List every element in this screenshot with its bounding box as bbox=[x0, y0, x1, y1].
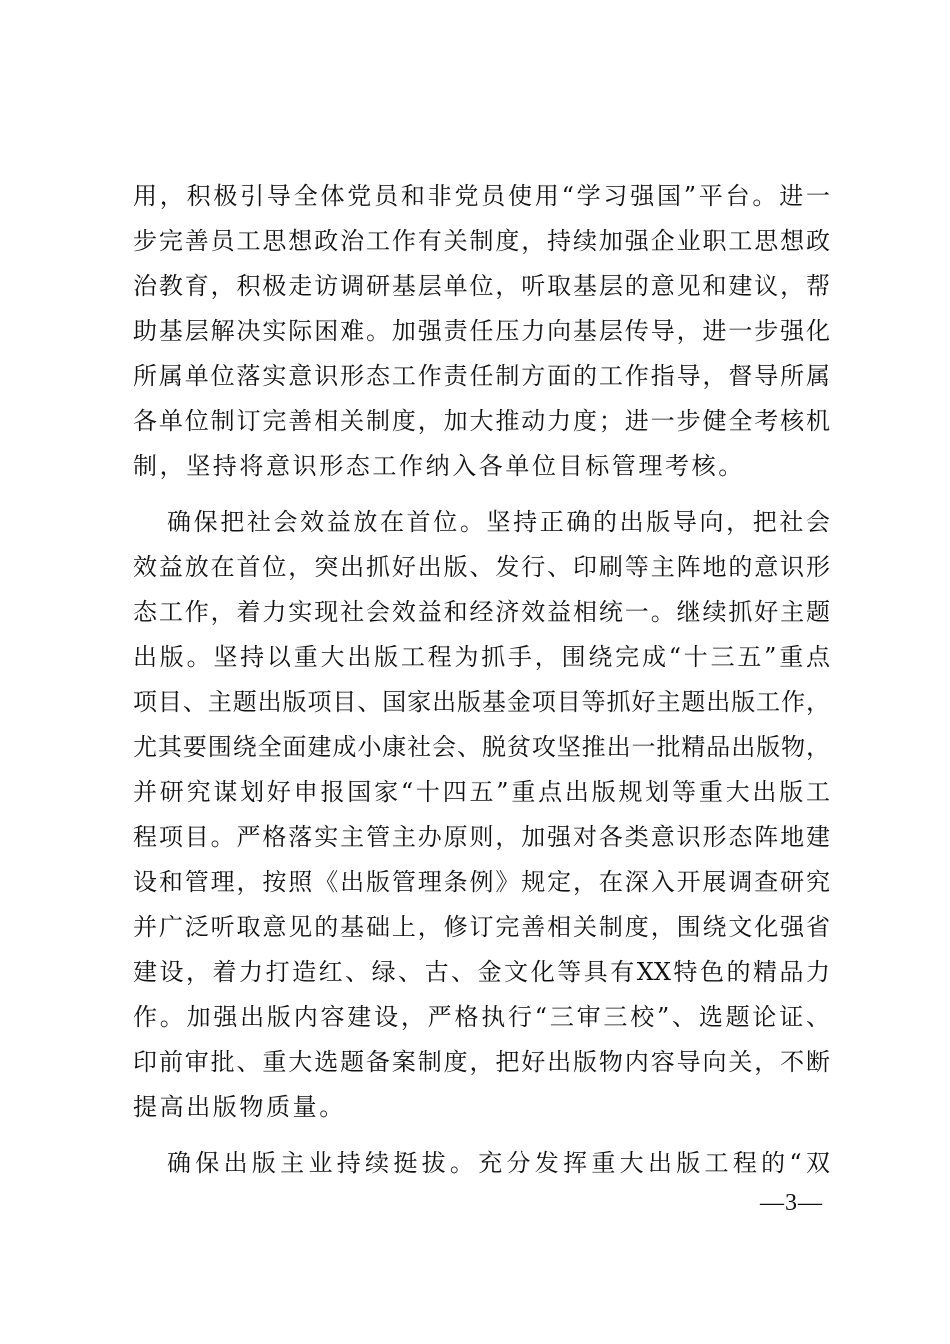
text-line: 并广泛听取意见的基础上，修订完善相关制度，围绕文化强省 bbox=[133, 913, 830, 941]
paragraph bbox=[133, 500, 830, 1130]
text-line: 并研究谋划好申报国家“十四五”重点出版规划等重大出版工 bbox=[133, 778, 830, 806]
paragraph bbox=[133, 1141, 830, 1186]
text-line: 助基层解决实际困难。加强责任压力向基层传导，进一步强化 bbox=[133, 317, 830, 345]
text-line: 提高出版物质量。 bbox=[133, 1093, 346, 1121]
text-line: 效益放在首位，突出抓好出版、发行、印刷等主阵地的意识形 bbox=[133, 553, 830, 581]
text-line: 制，坚持将意识形态工作纳入各单位目标管理考核。 bbox=[133, 452, 745, 480]
text-line: 尤其要围绕全面建成小康社会、脱贫攻坚推出一批精品出版物， bbox=[133, 733, 830, 761]
document-body bbox=[133, 174, 830, 1197]
text-line: 作。加强出版内容建设，严格执行“三审三校”、选题论证、 bbox=[133, 1003, 830, 1031]
text-line: 出版。坚持以重大出版工程为抓手，围绕完成“十三五”重点 bbox=[133, 643, 830, 671]
text-line: 建设，着力打造红、绿、古、金文化等具有XX特色的精品力 bbox=[133, 958, 830, 986]
text-line: 印前审批、重大选题备案制度，把好出版物内容导向关，不断 bbox=[133, 1048, 830, 1076]
text-line: 步完善员工思想政治工作有关制度，持续加强企业职工思想政 bbox=[133, 227, 830, 255]
text-line: 治教育，积极走访调研基层单位，听取基层的意见和建议，帮 bbox=[133, 272, 830, 300]
text-line: 确保把社会效益放在首位。坚持正确的出版导向，把社会 bbox=[167, 508, 830, 536]
text-line: 用，积极引导全体党员和非党员使用“学习强国”平台。进一 bbox=[133, 182, 830, 210]
text-line: 确保出版主业持续挺拔。充分发挥重大出版工程的“双 bbox=[167, 1149, 830, 1177]
paragraph bbox=[133, 174, 830, 489]
text-line: 态工作，着力实现社会效益和经济效益相统一。继续抓好主题 bbox=[133, 598, 830, 626]
text-line: 所属单位落实意识形态工作责任制方面的工作指导，督导所属 bbox=[133, 362, 830, 390]
text-line: 各单位制订完善相关制度，加大推动力度；进一步健全考核机 bbox=[133, 407, 830, 435]
text-line: 程项目。严格落实主管主办原则，加强对各类意识形态阵地建 bbox=[133, 823, 830, 851]
page-number: —3— bbox=[760, 1190, 823, 1216]
text-line: 设和管理，按照《出版管理条例》规定，在深入开展调查研究 bbox=[133, 868, 830, 896]
text-line: 项目、主题出版项目、国家出版基金项目等抓好主题出版工作， bbox=[133, 688, 830, 716]
